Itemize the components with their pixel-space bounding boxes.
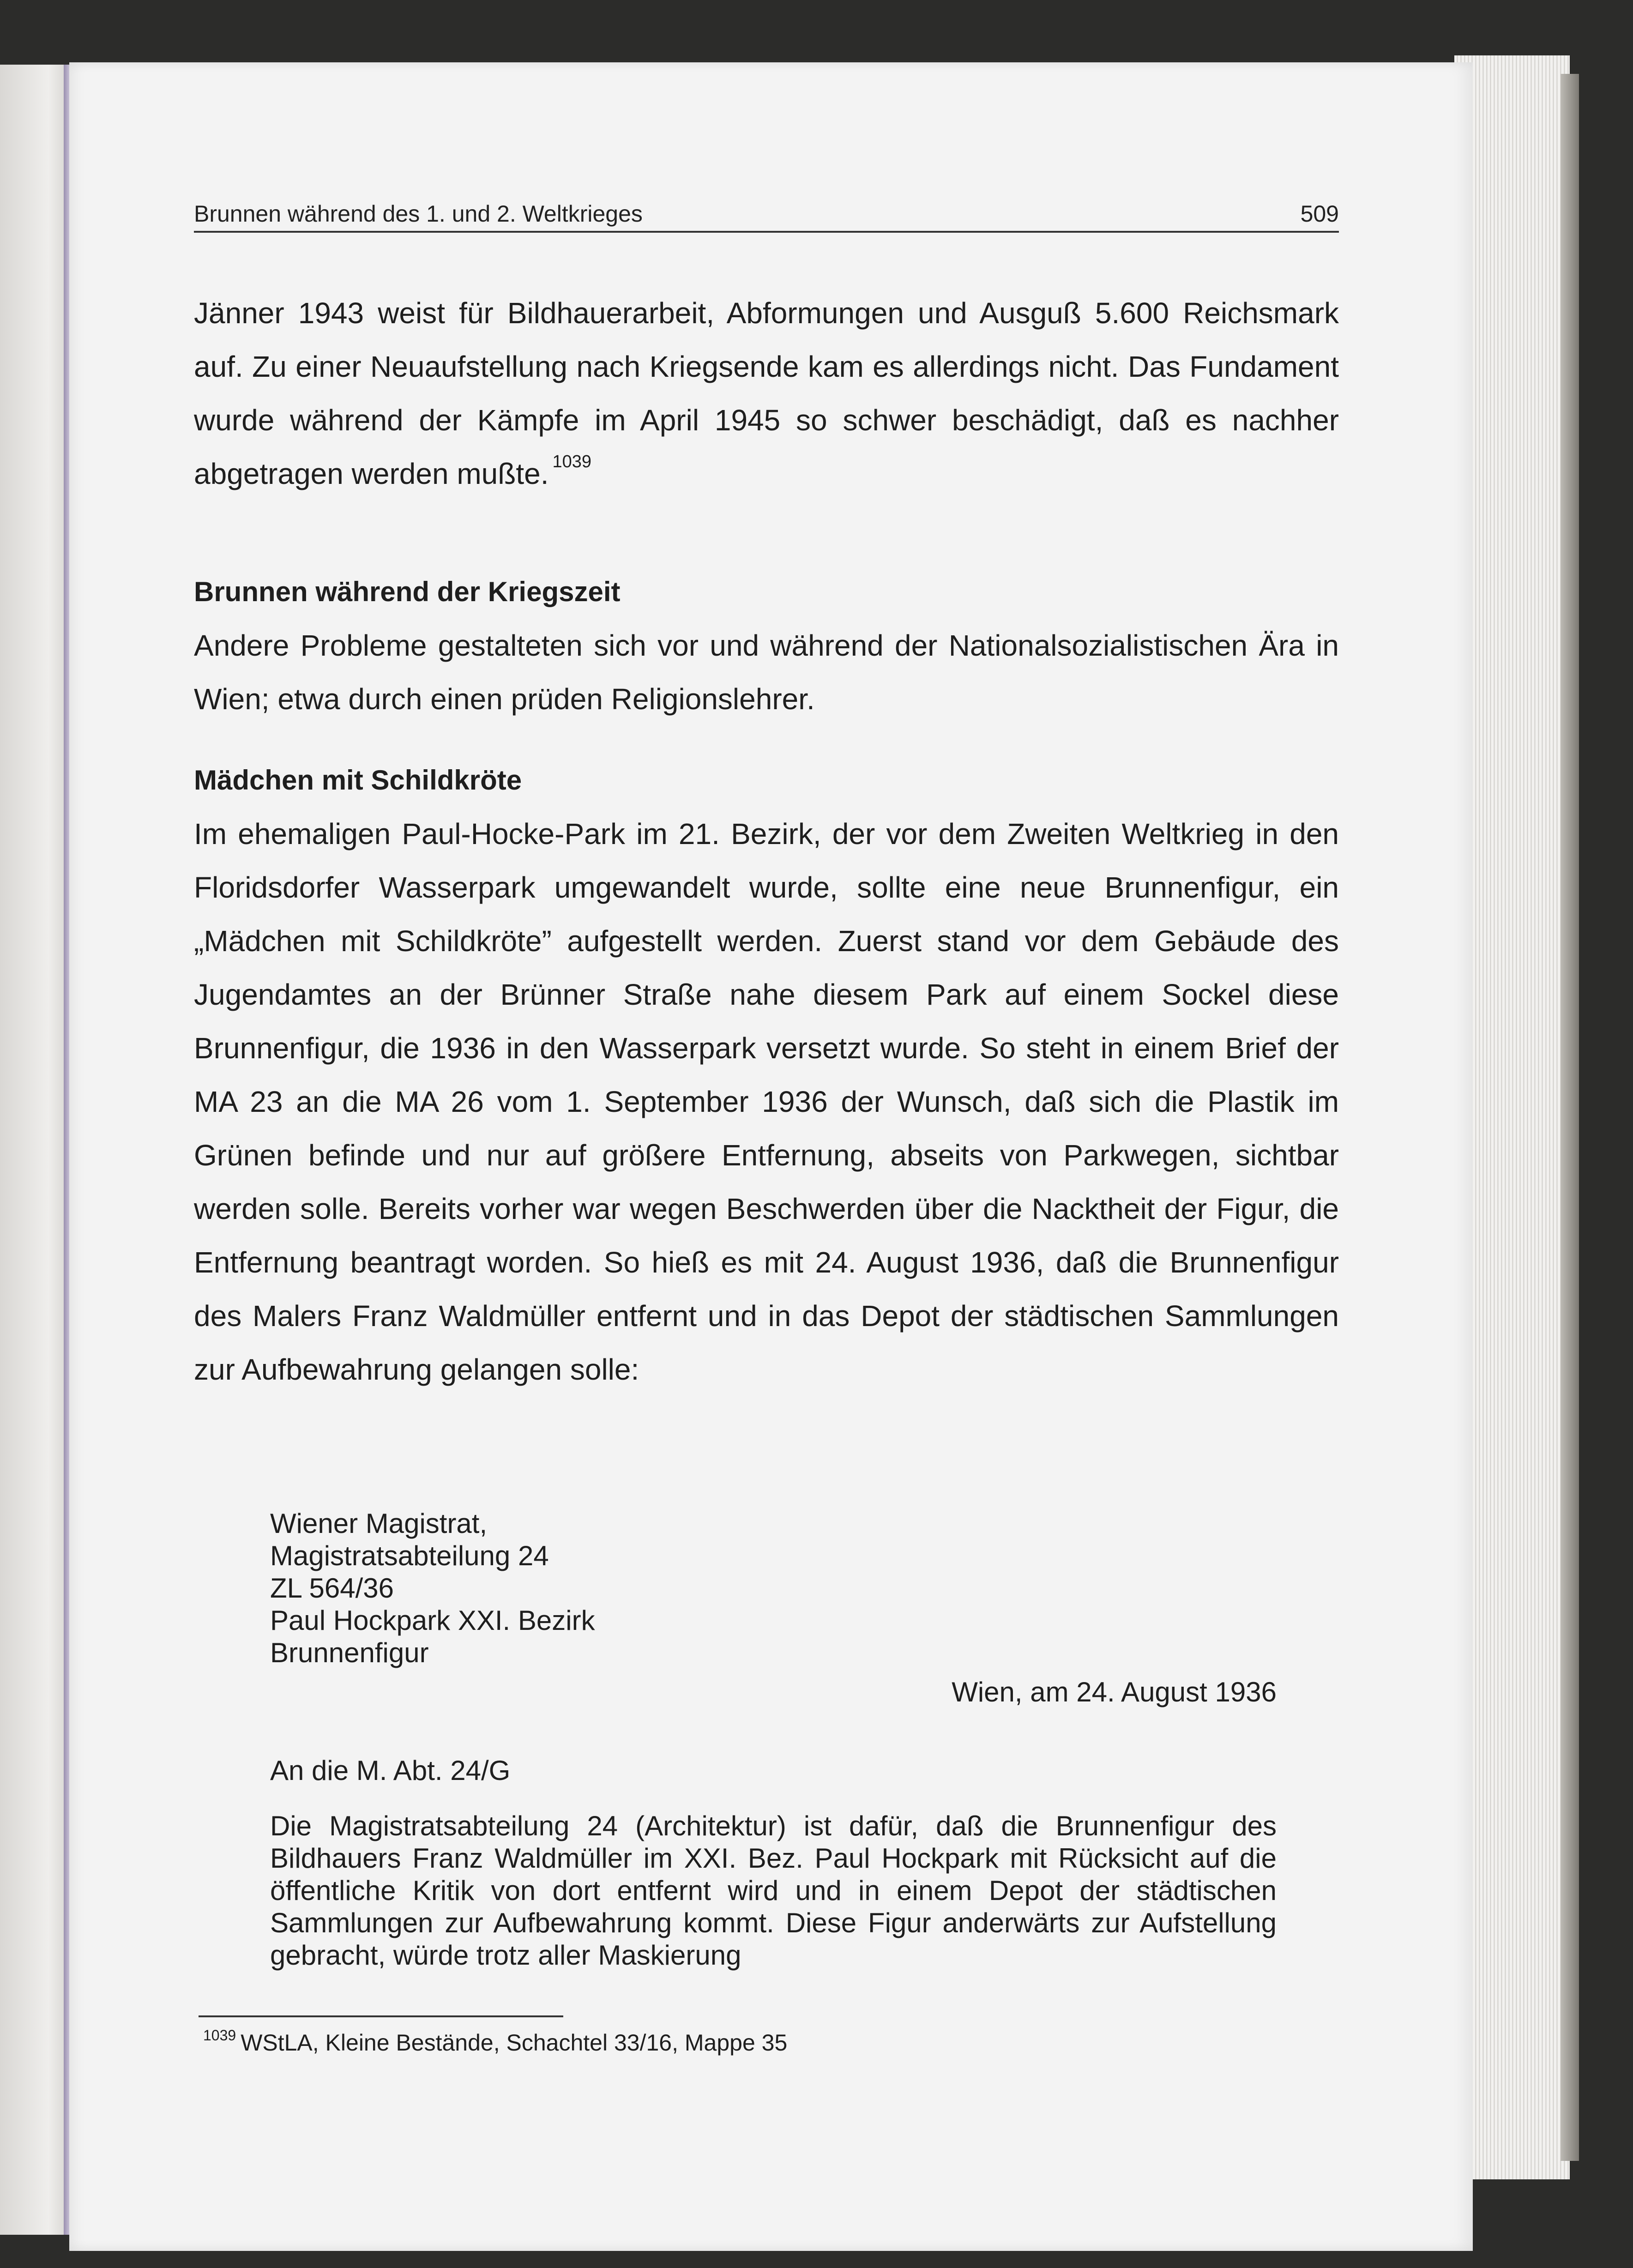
section-heading-kriegszeit: Brunnen während der Kriegszeit <box>194 576 621 607</box>
footnote <box>203 2029 787 2056</box>
letter-date: Wien, am 24. August 1936 <box>952 1677 1277 1707</box>
running-header <box>194 203 1339 233</box>
address-line: Wiener Magistrat, <box>270 1508 488 1539</box>
section-heading-maedchen: Mädchen mit Schildkröte <box>194 765 522 796</box>
left-page-edge <box>0 65 69 2235</box>
main-text <box>194 286 1339 1396</box>
page-edges-shadow <box>1561 74 1579 2161</box>
letter-body: Die Magistratsabteilung 24 (Architektur) ist dafür, daß die Brunnenfigur des Bildhauers Franz Waldmüller im XXI. Bez. Paul Hockpark mit Rücksicht auf die öffentliche Kritik von dort entfernt wird und in einem Depot der städtischen Sammlungen zur Aufbewahrung kommt. Diese Figur anderwärts zur Aufstellung gebracht, würde trotz aller Maskierung <box>270 1810 1277 1971</box>
address-line: ZL 564/36 <box>270 1573 394 1604</box>
address-line: Paul Hockpark XXI. Bezirk <box>270 1605 595 1636</box>
intro-text: Jänner 1943 weist für Bildhauerarbeit, Abformungen und Ausguß 5.600 Reichsmark auf. Zu einer Neuaufstellung nach Kriegsende kam es allerdings nicht. Das Fundament wurde während der Kämpfe im April 1945 so schwer beschädigt, daß es nachher abgetragen werden mußte. <box>194 296 1339 490</box>
footnote-number: 1039 <box>203 2027 236 2044</box>
address-line: Brunnenfigur <box>270 1637 429 1668</box>
intro-paragraph <box>194 286 1339 501</box>
footnote-rule <box>199 2015 563 2017</box>
section-text-kriegszeit: Andere Probleme gestalteten sich vor und während der Nationalsozialistischen Ära in Wien; etwa durch einen prüden Religionslehrer. <box>194 629 1339 716</box>
footnote-text: WStLA, Kleine Bestände, Schachtel 33/16, Mappe 35 <box>241 2030 788 2056</box>
section-text-maedchen: Im ehemaligen Paul-Hocke-Park im 21. Bezirk, der vor dem Zweiten Weltkrieg in den Floridsdorfer Wasserpark umgewandelt wurde, sollte eine neue Brunnenfigur, ein „Mädchen mit Schildkröte” aufgestellt werden. Zuerst stand vor dem Gebäude des Jugendamtes an der Brünner Straße nahe diesem Park auf einem Sockel diese Brunnenfigur, die 1936 in den Wasserpark versetzt wurde. So steht in einem Brief der MA 23 an die MA 26 vom 1. September 1936 der Wunsch, daß sich die Plastik im Grünen befinde und nur auf größere Entfernung, abseits von Parkwegen, sichtbar werden solle. Bereits vorher war wegen Beschwerden über die Nacktheit der Figur, die Entfernung beantragt worden. So hieß es mit 24. August 1936, daß die Brunnenfigur des Malers Franz Waldmüller entfernt und in das Depot der städtischen Sammlungen zur Aufbewahrung gelangen solle: <box>194 817 1339 1386</box>
header-title: Brunnen während des 1. und 2. Weltkrieges <box>194 201 643 227</box>
address-line: Magistratsabteilung 24 <box>270 1540 549 1571</box>
footnote-ref: 1039 <box>552 452 592 471</box>
letter-recipient: An die M. Abt. 24/G <box>270 1755 511 1786</box>
letter-address <box>270 1508 1277 1669</box>
page-number: 509 <box>1300 201 1339 227</box>
quoted-letter <box>270 1508 1277 1972</box>
